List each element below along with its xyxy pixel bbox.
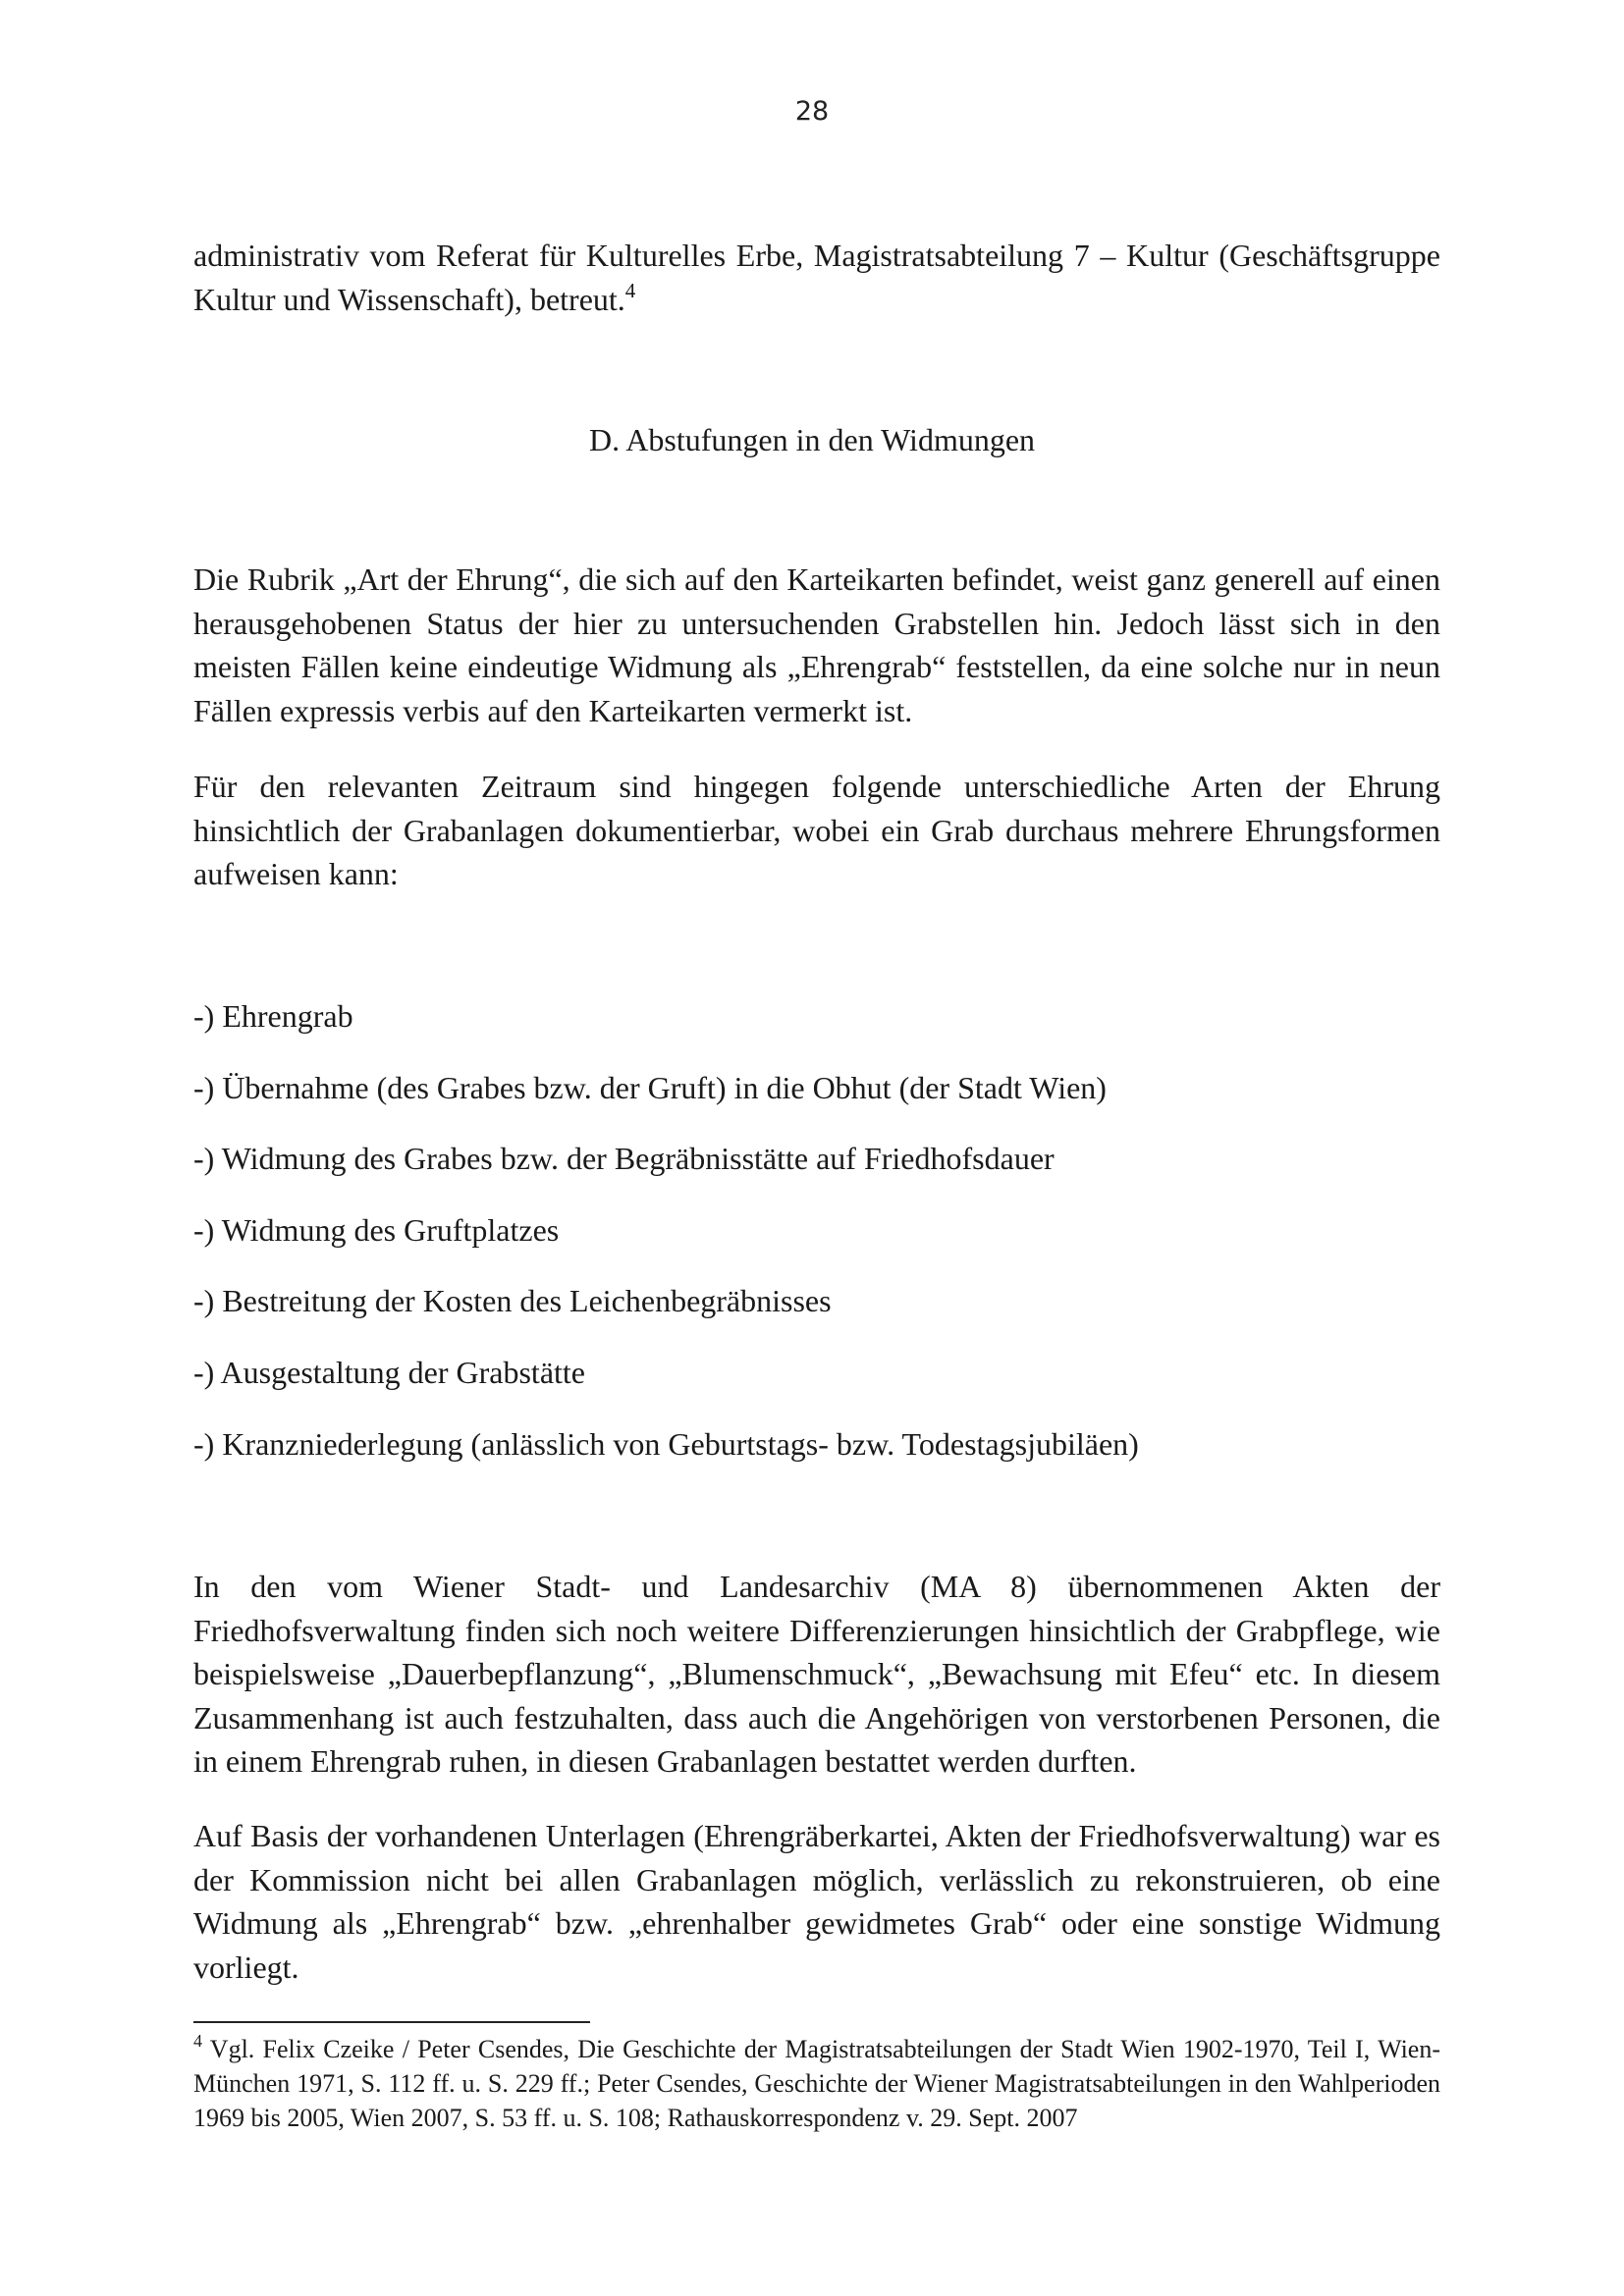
paragraph: Die Rubrik „Art der Ehrung“, die sich auf den Karteikarten befindet, weist ganz generell auf einen herausgehobenen Status der hier zu untersuchenden Grabstellen hin. Jedoch lässt sich in den meisten Fällen keine eindeutige Widmung als „Ehrengrab“ feststellen, da eine solche nur in neun Fällen expressis verbis auf den Karteikarten vermerkt ist.: [193, 561, 1440, 728]
paragraph-art-der-ehrung: [193, 558, 1440, 732]
footnote-number: 4: [193, 2031, 202, 2051]
paragraph: Für den relevanten Zeitraum sind hingegen folgende unterschiedliche Arten der Ehrung hinsichtlich der Grabanlagen dokumentierbar, wobei ein Grab durchaus mehrere Ehrungsformen aufweisen kann:: [193, 769, 1440, 891]
footnote-separator: [193, 2021, 590, 2023]
paragraph-zeitraum: [193, 765, 1440, 896]
paragraph: Auf Basis der vorhandenen Unterlagen (Ehrengräberkartei, Akten der Friedhofsverwaltung) war es der Kommission nicht bei allen Grabanlagen möglich, verlässlich zu rekonstruieren, ob eine Widmung als „Ehrengrab“ bzw. „ehrenhalber gewidmetes Grab“ oder eine sonstige Widmung vorliegt.: [193, 1818, 1440, 1985]
section-heading: D. Abstufungen in den Widmungen: [588, 422, 1036, 457]
list-item: -) Bestreitung der Kosten des Leichenbegräbnisses: [193, 1283, 832, 1319]
paragraph: In den vom Wiener Stadt- und Landesarchiv (MA 8) übernommenen Akten der Friedhofsverwaltung finden sich noch weitere Differenzierungen hinsichtlich der Grabpflege, wie beispielsweise „Dauerbepflanzung“, „Blumenschmuck“, „Bewachsung mit Efeu“ etc. In diesem Zusammenhang ist auch festzuhalten, dass auch die Angehörigen von verstorbenen Personen, die in einem Ehrengrab ruhen, in diesen Grabanlagen bestattet werden durften.: [193, 1569, 1440, 1779]
list-item: -) Übernahme (des Grabes bzw. der Gruft) in die Obhut (der Stadt Wien): [193, 1069, 1107, 1105]
footnote-reference[interactable]: 4: [624, 278, 636, 302]
list-item: -) Widmung des Grabes bzw. der Begräbnisstätte auf Friedhofsdauer: [193, 1141, 1055, 1177]
intro-paragraph: [193, 234, 1440, 321]
honor-types-list: [193, 994, 1440, 1493]
list-item: -) Ausgestaltung der Grabstätte: [193, 1354, 585, 1390]
paragraph-kommission: [193, 1814, 1440, 1989]
list-item: -) Ehrengrab: [193, 998, 353, 1034]
footnote: [193, 2032, 1440, 2135]
list-item: -) Widmung des Gruftplatzes: [193, 1211, 560, 1248]
intro-text: administrativ vom Referat für Kulturelles Erbe, Magistratsabteilung 7 – Kultur (Geschäftsgruppe Kultur und Wissenschaft), betreut.: [193, 238, 1440, 317]
footnote-text: Vgl. Felix Czeike / Peter Csendes, Die Geschichte der Magistratsabteilungen der Stadt Wien 1902-1970, Teil I, Wien-München 1971, S. 112 ff. u. S. 229 ff.; Peter Csendes, Geschichte der Wiener Magistratsabteilungen in den Wahlperioden 1969 bis 2005, Wien 2007, S. 53 ff. u. S. 108; Rathauskorrespondenz v. 29. Sept. 2007: [193, 2035, 1440, 2132]
page-number: 28: [794, 96, 830, 127]
paragraph-friedhofsverwaltung: [193, 1565, 1440, 1784]
list-item: -) Kranzniederlegung (anlässlich von Geburtstags- bzw. Todestagsjubiläen): [193, 1425, 1139, 1462]
